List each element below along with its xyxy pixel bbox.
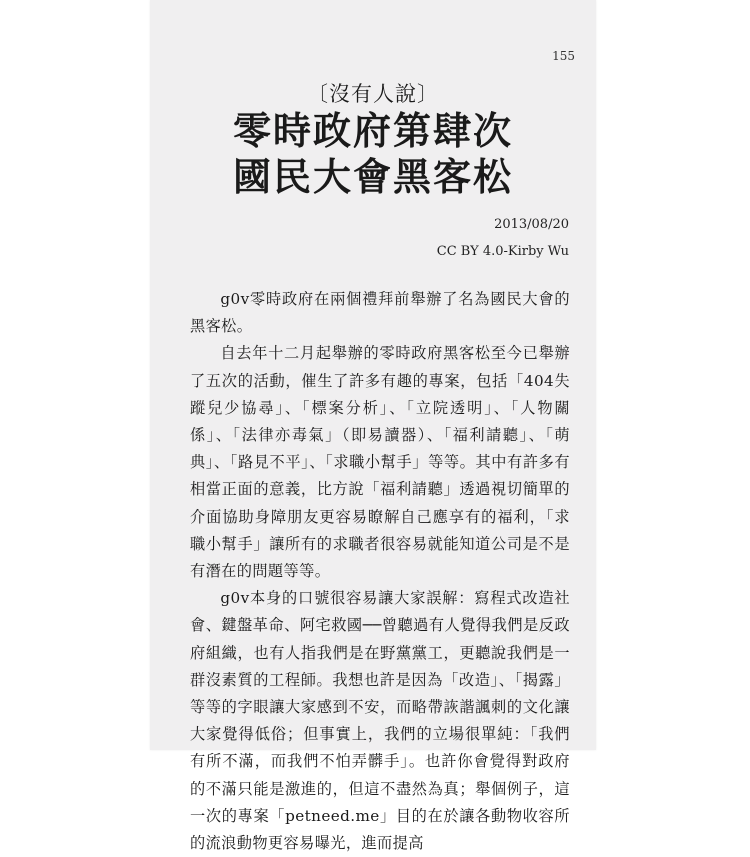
article-license: CC BY 4.0-Kirby Wu	[436, 244, 569, 259]
article-body	[190, 286, 570, 857]
page-number: 155	[552, 49, 575, 63]
chapter-subtitle: 〔沒有人說〕	[307, 82, 439, 106]
book-page	[150, 0, 596, 853]
article-meta	[437, 211, 569, 265]
title-line-1: 零時政府第肆次	[232, 108, 513, 153]
body-paragraph-1: g0v零時政府在兩個禮拜前舉辦了名為國民大會的黑客松。	[190, 290, 570, 336]
title-line-2: 國民大會黑客松	[232, 154, 513, 199]
body-paragraph-2: 自去年十二月起舉辦的零時政府黑客松至今已舉辦了五次的活動，催生了許多有趣的專案，包括「404失蹤兒少協尋」、「標案分析」、「立院透明」、「人物關係」、「法律亦毒氣」（即易讀器）、「福利請聽」、「萌典」、「路見不平」、「求職小幫手」等等。其中有許多有相當正面的意義，比方說「福利請聽」透過視切簡單的介面協助身障朋友更容易瞭解自己應享有的福利，「求職小幫手」讓所有的求職者很容易就能知道公司是不是有潛在的問題等等。	[190, 344, 570, 581]
article-date: 2013/08/20	[494, 217, 569, 232]
body-paragraph-3: g0v本身的口號很容易讓大家誤解：寫程式改造社會、鍵盤革命、阿宅救國──曾聽過有人覺得我們是反政府組織，也有人指我們是在野黨黨工，更聽說我們是一群沒素質的工程師。我想也許是因為「改造」、「揭露」等等的字眼讓大家感到不安，而略帶詼諧諷刺的文化讓大家覺得低俗；但事實上，我們的立場很單純：「我們有所不滿，而我們不怕弄髒手」。也許你會覺得對政府的不滿只能是激進的，但這不盡然為真；舉個例子，這一次的專案「petneed.me」目的在於讓各動物收容所的流浪動物更容易曝光，進而提高	[190, 589, 570, 853]
chapter-title	[150, 108, 596, 200]
